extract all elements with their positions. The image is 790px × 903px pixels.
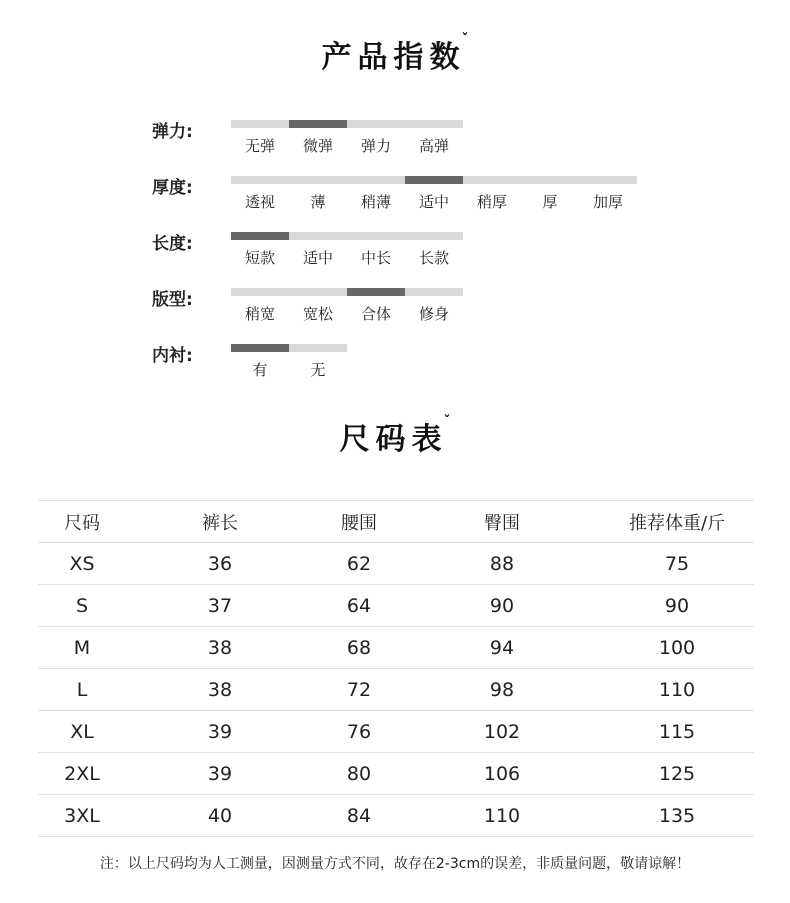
table-cell: 38 [126, 627, 314, 669]
index-option-label: 长款 [418, 249, 449, 267]
table-cell: 106 [404, 753, 600, 795]
header-size: 尺码 [38, 501, 126, 543]
index-segment [405, 120, 463, 128]
table-cell: 37 [126, 585, 314, 627]
index-segment-selected [231, 232, 289, 240]
table-cell: 100 [600, 627, 754, 669]
index-option-label: 无弹 [244, 137, 275, 155]
table-cell: L [38, 669, 126, 711]
index-option-label: 适中 [302, 249, 333, 267]
index-segment [405, 232, 463, 240]
header-weight: 推荐体重/斤 [600, 501, 754, 543]
product-index-title-text: 产品指数 [321, 40, 466, 75]
index-options [231, 247, 463, 268]
table-cell: 40 [126, 795, 314, 837]
index-segment [579, 176, 637, 184]
index-segment [347, 176, 405, 184]
size-chart-title [0, 414, 790, 458]
index-option-label: 薄 [310, 193, 326, 211]
index-segment [289, 344, 347, 352]
table-cell: 36 [126, 543, 314, 585]
index-option-label: 短款 [244, 249, 275, 267]
index-segment [289, 176, 347, 184]
table-cell: 102 [404, 711, 600, 753]
index-option-label: 宽松 [302, 305, 333, 323]
table-cell: 110 [404, 795, 600, 837]
index-scale-bar [231, 120, 463, 128]
index-option-label: 稍薄 [360, 193, 391, 211]
table-cell: 125 [600, 753, 754, 795]
index-segment [231, 176, 289, 184]
index-segment [289, 288, 347, 296]
product-index-title-mark: ˇ [461, 32, 469, 48]
table-cell: 115 [600, 711, 754, 753]
index-option-label: 合体 [360, 305, 391, 323]
index-scale-bar [231, 176, 637, 184]
index-option-label: 微弹 [302, 137, 333, 155]
table-cell: 84 [314, 795, 404, 837]
index-segment-selected [289, 120, 347, 128]
index-row [0, 229, 790, 285]
size-table [38, 500, 754, 837]
table-row [38, 543, 754, 585]
index-option-label: 中长 [360, 249, 391, 267]
index-segment-selected [347, 288, 405, 296]
index-row [0, 285, 790, 341]
index-segment [521, 176, 579, 184]
index-option-label: 高弹 [418, 137, 449, 155]
measurement-note: 注：以上尺码均为人工测量，因测量方式不同，故存在2-3cm的误差，非质量问题，敬请谅解！ [99, 856, 691, 872]
index-row [0, 173, 790, 229]
header-hip: 臀围 [404, 501, 600, 543]
index-scale-bar [231, 344, 347, 352]
table-cell: 75 [600, 543, 754, 585]
index-row-label: 厚度: [152, 178, 193, 198]
table-cell: 3XL [38, 795, 126, 837]
index-option-label: 稍厚 [476, 193, 507, 211]
index-segment [231, 288, 289, 296]
index-row [0, 341, 790, 397]
index-option-label: 有 [252, 361, 268, 379]
index-option-label: 无 [310, 361, 326, 379]
index-segment [347, 120, 405, 128]
index-options [231, 359, 347, 380]
table-cell: 90 [404, 585, 600, 627]
table-cell: 39 [126, 753, 314, 795]
table-cell: 98 [404, 669, 600, 711]
index-row-label: 弹力: [152, 122, 193, 142]
index-segment [463, 176, 521, 184]
table-cell: 72 [314, 669, 404, 711]
table-cell: S [38, 585, 126, 627]
index-segment-selected [231, 344, 289, 352]
header-length: 裤长 [126, 501, 314, 543]
table-cell: 2XL [38, 753, 126, 795]
table-cell: 135 [600, 795, 754, 837]
size-chart-title-mark: ˇ [443, 414, 451, 430]
table-cell: XL [38, 711, 126, 753]
index-option-label: 稍宽 [244, 305, 275, 323]
index-option-label: 透视 [244, 193, 275, 211]
table-cell: 38 [126, 669, 314, 711]
index-scale-bar [231, 232, 463, 240]
index-options [231, 303, 463, 324]
table-cell: XS [38, 543, 126, 585]
size-chart-title-text: 尺码表 [339, 422, 448, 457]
table-row [38, 711, 754, 753]
table-cell: 62 [314, 543, 404, 585]
index-option-label: 弹力 [360, 137, 391, 155]
index-option-label: 加厚 [592, 193, 623, 211]
product-index-title [0, 32, 790, 76]
table-cell: 90 [600, 585, 754, 627]
index-option-label: 修身 [418, 305, 449, 323]
table-cell: M [38, 627, 126, 669]
table-row [38, 795, 754, 837]
table-cell: 110 [600, 669, 754, 711]
table-cell: 80 [314, 753, 404, 795]
table-row [38, 753, 754, 795]
index-segment [231, 120, 289, 128]
index-scale-bar [231, 288, 463, 296]
index-option-label: 厚 [542, 193, 558, 211]
index-options [231, 135, 463, 156]
table-cell: 94 [404, 627, 600, 669]
table-cell: 76 [314, 711, 404, 753]
index-segment-selected [405, 176, 463, 184]
table-row [38, 669, 754, 711]
index-segment [405, 288, 463, 296]
size-table-header-row [38, 501, 754, 543]
table-row [38, 585, 754, 627]
table-cell: 39 [126, 711, 314, 753]
index-row-label: 版型: [152, 290, 193, 310]
table-cell: 88 [404, 543, 600, 585]
index-options [231, 191, 637, 212]
index-segment [347, 232, 405, 240]
table-cell: 64 [314, 585, 404, 627]
index-row [0, 117, 790, 173]
index-row-label: 内衬: [152, 346, 193, 366]
header-waist: 腰围 [314, 501, 404, 543]
index-segment [289, 232, 347, 240]
table-row [38, 627, 754, 669]
table-cell: 68 [314, 627, 404, 669]
index-row-label: 长度: [152, 234, 193, 254]
index-option-label: 适中 [418, 193, 449, 211]
